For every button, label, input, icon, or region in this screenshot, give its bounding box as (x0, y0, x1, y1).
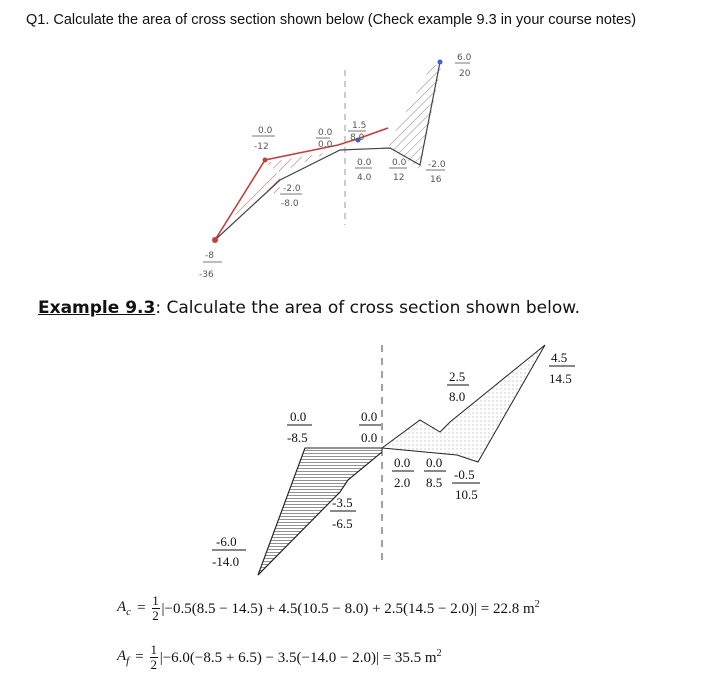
example-label-top: -6.0 (216, 534, 237, 549)
equation-af: $A_f$ = 1 2 |−6.0(−8.5 + 6.5) − 3.5(−14.0 − 2.0)| = 35.5 $m^2$ (117, 642, 442, 672)
question-title: Q1. Calculate the area of cross section shown below (Check example 9.3 in your course notes) (26, 12, 637, 28)
sketch-label-top: 0.0 (357, 158, 372, 168)
equation-body: |−0.5(8.5 − 14.5) + 4.5(10.5 − 8.0) + 2.5(14.5 − 2.0)| = 22.8 $m^2$ (161, 599, 540, 617)
example-label-bottom: 10.5 (455, 487, 478, 502)
example-label-bottom: -14.0 (212, 554, 240, 569)
example-label: Example 9.3 (38, 298, 156, 318)
example-label-top: 0.0 (394, 455, 411, 470)
example-label-top: 4.5 (551, 350, 568, 365)
equation-ac: $A_c$ = 1 2 |−0.5(8.5 − 14.5) + 4.5(10.5 − 8.0) + 2.5(14.5 − 2.0)| = 22.8 $m^2$ (117, 593, 540, 623)
sketch-label-top: 0.0 (392, 158, 407, 168)
equation-lhs: $A_f$ (117, 648, 130, 667)
sketch-label-top: -2.0 (428, 160, 446, 170)
example-label-bottom: 14.5 (549, 371, 572, 386)
example-label-top: 0.0 (290, 409, 307, 424)
example-label-bottom: -8.5 (287, 430, 308, 445)
sketch-label-top: -8 (205, 251, 214, 261)
sketch-label-top: 1.5 (352, 121, 367, 131)
sketch-label-top: 6.0 (457, 53, 472, 63)
sketch-label-top: -2.0 (283, 184, 301, 194)
sketch-label-bottom: 8.0 (350, 133, 365, 143)
sketch-label-top: 0.0 (318, 128, 333, 138)
one-half-fraction: 1 2 (150, 642, 157, 672)
example-label-top: 0.0 (361, 409, 378, 424)
example-label-top: -3.5 (332, 495, 353, 510)
sketch-label-bottom: 20 (459, 69, 471, 79)
example-label-top: -0.5 (454, 467, 475, 482)
example-label-top: 0.0 (426, 455, 443, 470)
example-label-top: 2.5 (449, 369, 466, 384)
example-label-bottom: 2.0 (394, 475, 411, 490)
sketch-label-bottom: 4.0 (357, 173, 372, 183)
equation-lhs: $A_c$ (117, 599, 132, 618)
sketch-label-bottom: 16 (430, 175, 442, 185)
example-label-bottom: 0.0 (361, 430, 378, 445)
sketch-label-top: 0.0 (258, 126, 273, 136)
equation-body: |−6.0(−8.5 + 6.5) − 3.5(−14.0 − 2.0)| = 35.5 $m^2$ (159, 648, 442, 666)
sketch-label-bottom: -36 (199, 270, 214, 280)
sketch-label-bottom: -8.0 (281, 199, 299, 209)
sketch-label-bottom: 0.0 (318, 140, 333, 150)
sketch-label-bottom: -12 (254, 142, 269, 152)
example-label-bottom: 8.5 (426, 475, 443, 490)
example-label-bottom: 8.0 (449, 389, 466, 404)
one-half-fraction: 1 2 (152, 593, 159, 623)
example-text: : Calculate the area of cross section shown below. (155, 298, 581, 318)
example-label-bottom: -6.5 (332, 516, 353, 531)
sketch-label-bottom: 12 (393, 173, 405, 183)
